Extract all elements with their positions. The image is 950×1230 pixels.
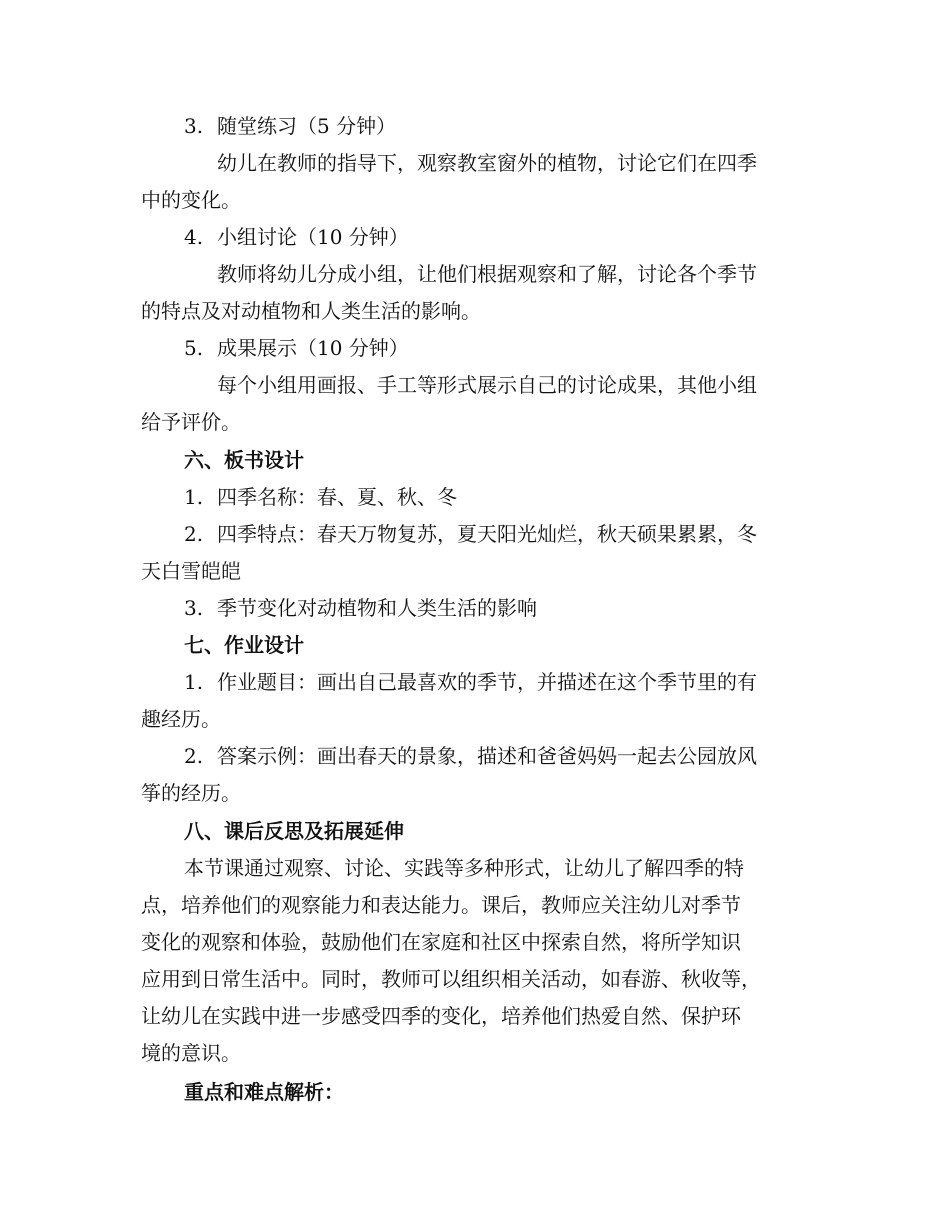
- section-heading: 七、作业设计: [184, 633, 304, 657]
- list-number: 4.: [184, 225, 204, 249]
- paragraph-line: 变化的观察和体验，鼓励他们在家庭和社区中探索自然，将所学知识: [141, 930, 741, 954]
- list-number: 2.: [184, 744, 204, 768]
- list-item-text: 作业题目：画出自己最喜欢的季节，并描述在这个季节里的有: [217, 670, 757, 694]
- section-heading: 六、板书设计: [184, 448, 304, 472]
- list-item-heading: [184, 108, 396, 145]
- paragraph-line: 本节课通过观察、讨论、实践等多种形式，让幼儿了解四季的特: [184, 856, 744, 880]
- list-item: [184, 516, 757, 553]
- paragraph-line: 每个小组用画报、手工等形式展示自己的讨论成果，其他小组: [217, 373, 757, 397]
- list-item-text: 答案示例：画出春天的景象，描述和爸爸妈妈一起去公园放风: [217, 744, 757, 768]
- paragraph-line: 幼儿在教师的指导下，观察教室窗外的植物，讨论它们在四季: [217, 151, 757, 175]
- list-number: 1.: [184, 485, 204, 509]
- list-number: 1.: [184, 670, 204, 694]
- section-heading: 八、课后反思及拓展延伸: [184, 819, 404, 843]
- section-heading: 重点和难点解析：: [184, 1080, 344, 1104]
- list-item-title: 随堂练习（5 分钟）: [217, 114, 397, 138]
- paragraph-line: 筝的经历。: [141, 781, 241, 805]
- list-number: 2.: [184, 522, 204, 546]
- list-number: 3.: [184, 114, 204, 138]
- list-item-title: 小组讨论（10 分钟）: [217, 225, 409, 249]
- list-item-text: 四季特点：春天万物复苏，夏天阳光灿烂，秋天硕果累累，冬: [217, 522, 757, 546]
- paragraph-line: 教师将幼儿分成小组，让他们根据观察和了解，讨论各个季节: [217, 262, 757, 286]
- paragraph-line: 让幼儿在实践中进一步感受四季的变化，培养他们热爱自然、保护环: [141, 1004, 741, 1028]
- paragraph-line: 应用到日常生活中。同时，教师可以组织相关活动，如春游、秋收等，: [141, 967, 761, 991]
- list-item-heading: [184, 330, 409, 367]
- list-item: [184, 664, 757, 701]
- list-item-heading: [184, 219, 409, 256]
- list-item: [184, 738, 757, 775]
- paragraph-line: 点，培养他们的观察能力和表达能力。课后，教师应关注幼儿对季节: [141, 893, 741, 917]
- list-item: [184, 590, 537, 627]
- list-item-text: 季节变化对动植物和人类生活的影响: [217, 596, 537, 620]
- paragraph-line: 的特点及对动植物和人类生活的影响。: [141, 299, 481, 323]
- list-item-text: 四季名称：春、夏、秋、冬: [217, 485, 457, 509]
- paragraph-line: 中的变化。: [141, 188, 241, 212]
- paragraph-line: 趣经历。: [141, 707, 221, 731]
- list-item-title: 成果展示（10 分钟）: [217, 336, 409, 360]
- list-number: 3.: [184, 596, 204, 620]
- list-number: 5.: [184, 336, 204, 360]
- paragraph-line: 给予评价。: [141, 410, 241, 434]
- paragraph-line: 天白雪皑皑: [141, 559, 241, 583]
- paragraph-line: 境的意识。: [141, 1041, 241, 1065]
- list-item: [184, 479, 457, 516]
